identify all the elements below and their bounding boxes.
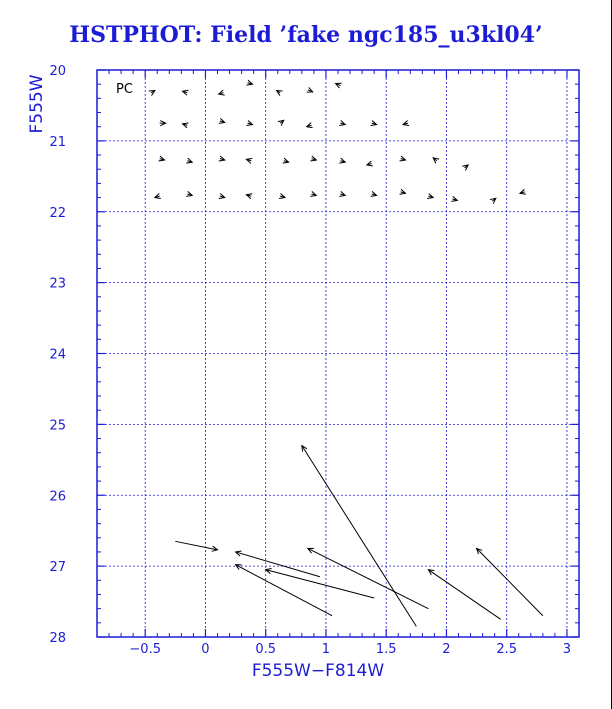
offset-vector-head <box>183 90 189 95</box>
offset-vector-head <box>339 191 345 196</box>
panel-label: PC <box>116 82 133 97</box>
offset-vector-head <box>400 156 406 161</box>
y-tick-label: 26 <box>49 489 66 505</box>
y-axis-label: F555W <box>27 74 47 134</box>
x-tick-label: 0 <box>201 642 210 657</box>
offset-vector-head <box>186 191 192 196</box>
offset-vector-head <box>310 191 316 196</box>
offset-vector-head <box>307 123 313 128</box>
offset-vector-head <box>219 90 225 95</box>
offset-vector-head <box>247 80 253 85</box>
x-tick-label: −0.5 <box>129 642 161 657</box>
offset-vector-head <box>219 156 225 161</box>
x-tick-label: 3 <box>562 642 572 657</box>
offset-vector-head <box>279 194 285 199</box>
y-tick-label: 24 <box>49 347 66 363</box>
long-offset-vector <box>428 570 500 620</box>
x-axis-label: F555W−F814W <box>251 661 385 681</box>
long-offset-vector <box>236 565 332 616</box>
chart-title: HSTPHOT: Field ’fake ngc185_u3kl04’ <box>69 22 543 48</box>
offset-vector-head <box>400 189 406 194</box>
offset-vector-head <box>367 161 373 166</box>
offset-vector-head <box>183 123 189 128</box>
y-tick-label: 20 <box>49 64 66 79</box>
offset-vector-head <box>283 158 289 163</box>
long-offset-vector-head <box>302 446 307 452</box>
offset-vector-head <box>159 156 165 161</box>
y-tick-label: 25 <box>49 418 66 434</box>
offset-vector-head <box>307 87 313 92</box>
grid-layer <box>97 70 579 637</box>
offset-vector-head <box>149 91 155 96</box>
offset-vector-head <box>219 194 225 199</box>
offset-vector-head <box>310 156 316 161</box>
y-tick-label: 21 <box>49 134 66 150</box>
offset-vector-head <box>520 189 526 194</box>
x-tick-label: 1 <box>321 642 331 657</box>
x-tick-label: 0.5 <box>255 642 277 657</box>
offset-vector-head <box>277 91 283 96</box>
offset-vector-head <box>246 194 252 199</box>
y-tick-label: 22 <box>49 205 66 221</box>
y-tick-label: 27 <box>49 560 66 576</box>
offset-vector-head <box>427 194 433 199</box>
long-offset-vector <box>477 548 543 615</box>
offset-vector-head <box>186 158 192 163</box>
long-offset-vector <box>175 541 217 550</box>
x-tick-label: 1.5 <box>375 642 397 657</box>
offset-vector-head <box>339 158 345 163</box>
tick-layer <box>49 64 579 657</box>
offset-vector-head <box>247 121 253 126</box>
long-offset-vector <box>302 446 416 627</box>
offset-vector-head <box>155 194 161 199</box>
x-tick-label: 2.5 <box>496 642 518 657</box>
offset-vector-head <box>371 121 377 126</box>
offset-vector-head <box>403 121 409 126</box>
offset-vector-head <box>371 191 377 196</box>
offset-vector-head <box>246 158 252 163</box>
y-tick-label: 28 <box>49 631 66 646</box>
offset-vector-head <box>451 196 457 201</box>
offset-vector-head <box>339 121 345 126</box>
offset-vector-head <box>219 118 225 123</box>
x-tick-label: 2 <box>442 642 451 657</box>
offset-vector-head <box>336 83 342 88</box>
y-tick-label: 23 <box>49 276 66 292</box>
